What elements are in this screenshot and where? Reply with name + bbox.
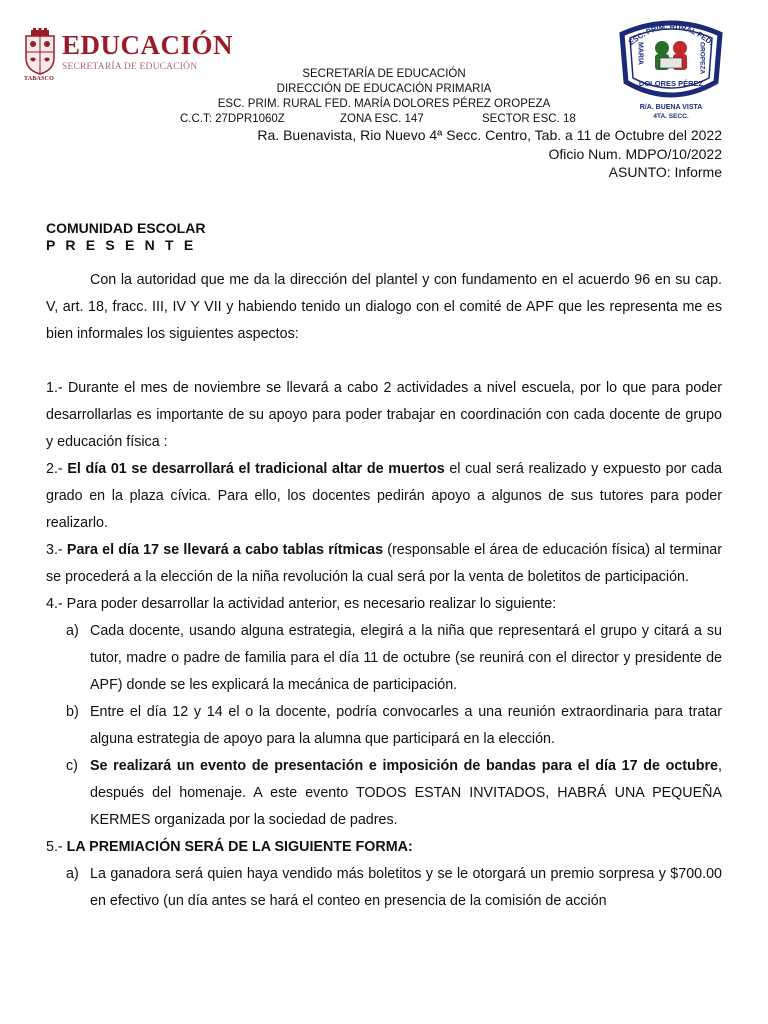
header-zona: ZONA ESC. 147: [340, 113, 424, 125]
logo-place-1: R/A. BUENA VISTA: [639, 104, 703, 111]
oficio-number: Oficio Num. MDPO/10/2022: [548, 146, 722, 162]
item-4-sub-a: a) Cada docente, usando alguna estrategia, elegirá a la niña que representará el grupo y citará a su tutor, madre o padre de familia para el día 11 de octubre (se reunirá con el director y presidente de APF) donde se les explicará la mecánica de participación.: [66, 623, 722, 693]
crest-caption: TABASCO: [24, 76, 54, 82]
logo-name-right: OROPEZA: [698, 42, 706, 75]
logo-name-left: MARIA: [636, 42, 644, 65]
item-5-bold: LA PREMIACIÓN SERÁ DE LA SIGUIENTE FORMA:: [66, 839, 413, 855]
addressee-block: [46, 220, 205, 254]
header-codes: [180, 112, 576, 127]
item-4-sub-c: c) Se realizará un evento de presentación e imposición de bandas para el día 17 de octubre, después del homenaje. A este evento TODOS ESTAN INVITADOS, HABRÁ UNA PEQUEÑA KERMES organizada por la sociedad de padres.: [66, 758, 722, 828]
item-4: 4.- Para poder desarrollar la actividad anterior, es necesario realizar lo siguiente:: [46, 596, 557, 612]
item-1: 1.- Durante el mes de noviembre se llevará a cabo 2 actividades a nivel escuela, por lo que para poder desarrollarlas es importante de su apoyo para poder trabajar en coordinación con cada docente de grupo y educación física :: [46, 380, 722, 450]
sub-c-bold: Se realizará un evento de presentación e imposición de bandas para el día 17 de octubre: [90, 758, 719, 774]
item-4-sub-b: b) Entre el día 12 y 14 el o la docente, podría convocarles a una reunión extraordinaria para tratar alguna estrategia de apoyo para la alumna que participará en la elección.: [66, 704, 722, 747]
education-wordmark: EDUCACIÓN: [62, 30, 234, 60]
item-5: 5.- LA PREMIACIÓN SERÁ DE LA SIGUIENTE FORMA:: [46, 839, 413, 855]
presente-line: P R E S E N T E: [46, 237, 197, 253]
header-secretaria: SECRETARÍA DE EDUCACIÓN: [302, 68, 466, 80]
education-subtitle: SECRETARÍA DE EDUCACIÓN: [62, 62, 198, 72]
header-school-name: ESC. PRIM. RURAL FED. MARÍA DOLORES PÉREZ OROPEZA: [217, 98, 551, 110]
asunto-line: ASUNTO: Informe: [608, 164, 722, 180]
item-5-sub-a: a) La ganadora será quien haya vendido más boletitos y se le otorgará un premio sorpresa y $700.00 en efectivo (un día antes se hará el conteo en presencia de la comisión de acción: [66, 866, 722, 909]
item-2-bold: El día 01 se desarrollará el tradicional altar de muertos: [67, 461, 445, 477]
logo-top-text: ESC. PRIM. RURAL FED.: [626, 21, 716, 47]
intro-paragraph: Con la autoridad que me da la dirección del plantel y con fundamento en el acuerdo 96 en su cap. V, art. 18, fracc. III, IV Y VII y habiendo tenido un dialogo con el comité de APF que les representa me es bien informales los siguientes aspectos:: [46, 272, 722, 342]
place-date-line: Ra. Buenavista, Rio Nuevo 4ª Secc. Centro, Tab. a 11 de Octubre del 2022: [257, 127, 722, 143]
item-2: 2.- El día 01 se desarrollará el tradicional altar de muertos el cual será realizado y expuesto por cada grado en la plaza cívica. Para ello, los docentes pedirán apoyo a algunos de sus tutores para poder realizarlo.: [46, 461, 722, 531]
addressee-line: COMUNIDAD ESCOLAR: [46, 220, 206, 236]
header-cct: C.C.T: 27DPR1060Z: [180, 113, 285, 125]
item-3: 3.- Para el día 17 se llevará a cabo tablas rítmicas (responsable el área de educación física) al terminar se procederá a la elección de la niña revolución la cual será por la venta de boletitos de participación.: [46, 542, 722, 585]
logo-place-2: 4TA. SECC.: [653, 113, 689, 120]
item-3-bold: Para el día 17 se llevará a cabo tablas rítmicas: [66, 542, 384, 558]
header-direccion: DIRECCIÓN DE EDUCACIÓN PRIMARIA: [276, 83, 492, 95]
logo-name-bottom: DOLORES PÉREZ: [638, 79, 704, 88]
letter-body: [46, 267, 722, 915]
header-sector: SECTOR ESC. 18: [482, 113, 576, 125]
